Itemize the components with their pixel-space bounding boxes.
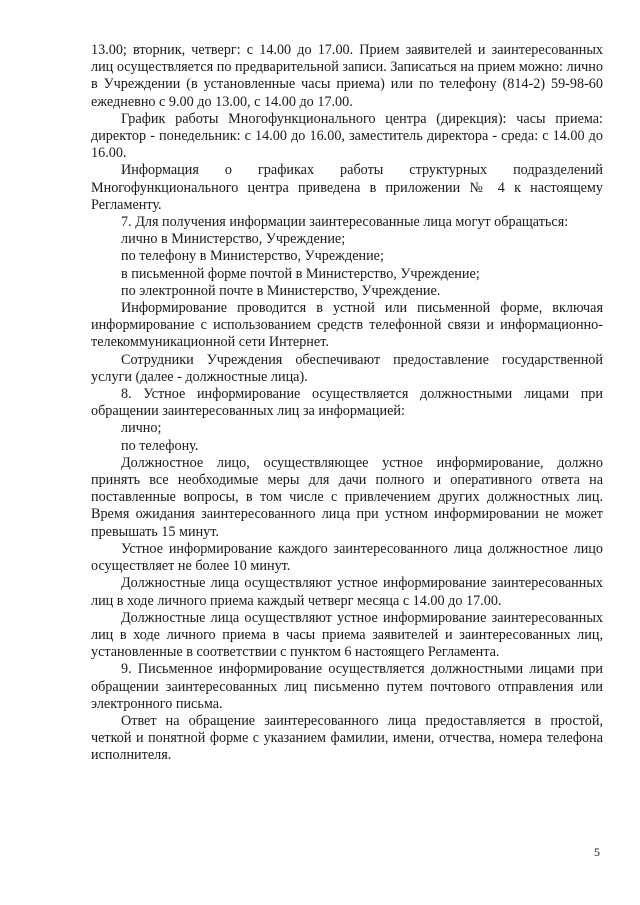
paragraph-item-8: 8. Устное информирование осуществляется должностными лицами при обращении заинтересованных лиц за информацией: <box>91 386 603 420</box>
list-item-by-email: по электронной почте в Министерство, Учреждение. <box>121 282 441 299</box>
paragraph-oral-informing-duty: Должностное лицо, осуществляющее устное информирование, должно принять все необходимые меры для дачи полного и оперативного ответа на поставленные вопросы, в том числе с привлечением других должностных лиц. Время ожидания заинтересованного лица при устном информировании не может превышать 15 минут. <box>91 454 603 540</box>
paragraph-item-7: 7. Для получения информации заинтересованные лица могут обращаться: <box>121 214 569 231</box>
paragraph-informing-forms: Информирование проводится в устной или письменной форме, включая информирование с использованием средств телефонной связи и информационно-телекоммуникационной сети Интернет. <box>91 300 603 351</box>
paragraph-item-9: 9. Письменное информирование осуществляется должностными лицами при обращении заинтересованных лиц письменно путем почтового отправления или электронного письма. <box>91 661 603 712</box>
list-item-in-person: лично в Министерство, Учреждение; <box>121 231 346 248</box>
list-item-by-mail: в письменной форме почтой в Министерство, Учреждение; <box>121 265 480 282</box>
list-item-personally: лично; <box>121 420 162 437</box>
list-item-telephone: по телефону. <box>121 437 199 454</box>
page-number: 5 <box>594 845 600 859</box>
paragraph-reception-hours: Должностные лица осуществляют устное информирование заинтересованных лиц в ходе личного приема в часы приема заявителей и заинтересованных лиц, установленные в соответствии с пунктом 6 настоящего Регламента. <box>91 609 603 661</box>
list-item-by-phone: по телефону в Министерство, Учреждение; <box>121 248 384 265</box>
document-body <box>91 42 603 765</box>
paragraph-oral-informing-duration: Устное информирование каждого заинтересованного лица должностное лицо осуществляет не более 10 минут. <box>91 540 603 575</box>
paragraph-hours-continued: 13.00; вторник, четверг: с 14.00 до 17.00. Прием заявителей и заинтересованных лиц осуществляется по предварительной записи. Записаться на прием можно: лично в Учреждении (в установленные часы приема) или по телефону (814-2) 59-98-60 ежедневно с 9.00 до 13.00, с 14.00 до 17.00. <box>91 42 603 110</box>
paragraph-staff: Сотрудники Учреждения обеспечивают предоставление государственной услуги (далее - должностные лица). <box>91 351 603 385</box>
paragraph-mfc-schedule: График работы Многофункционального центра (дирекция): часы приема: директор - понедельник: с 14.00 до 16.00, заместитель директора - среда: с 14.00 до 16.00. <box>91 110 603 162</box>
paragraph-answer-form: Ответ на обращение заинтересованного лица предоставляется в простой, четкой и понятной форме с указанием фамилии, имени, отчества, номера телефона исполнителя. <box>91 712 603 764</box>
paragraph-thursday-reception: Должностные лица осуществляют устное информирование заинтересованных лиц в ходе личного приема каждый четверг месяца с 14.00 до 17.00. <box>91 575 603 609</box>
paragraph-mfc-units-info: Информация о графиках работы структурных подразделений Многофункционального центра приведена в приложении № 4 к настоящему Регламенту. <box>91 162 603 213</box>
